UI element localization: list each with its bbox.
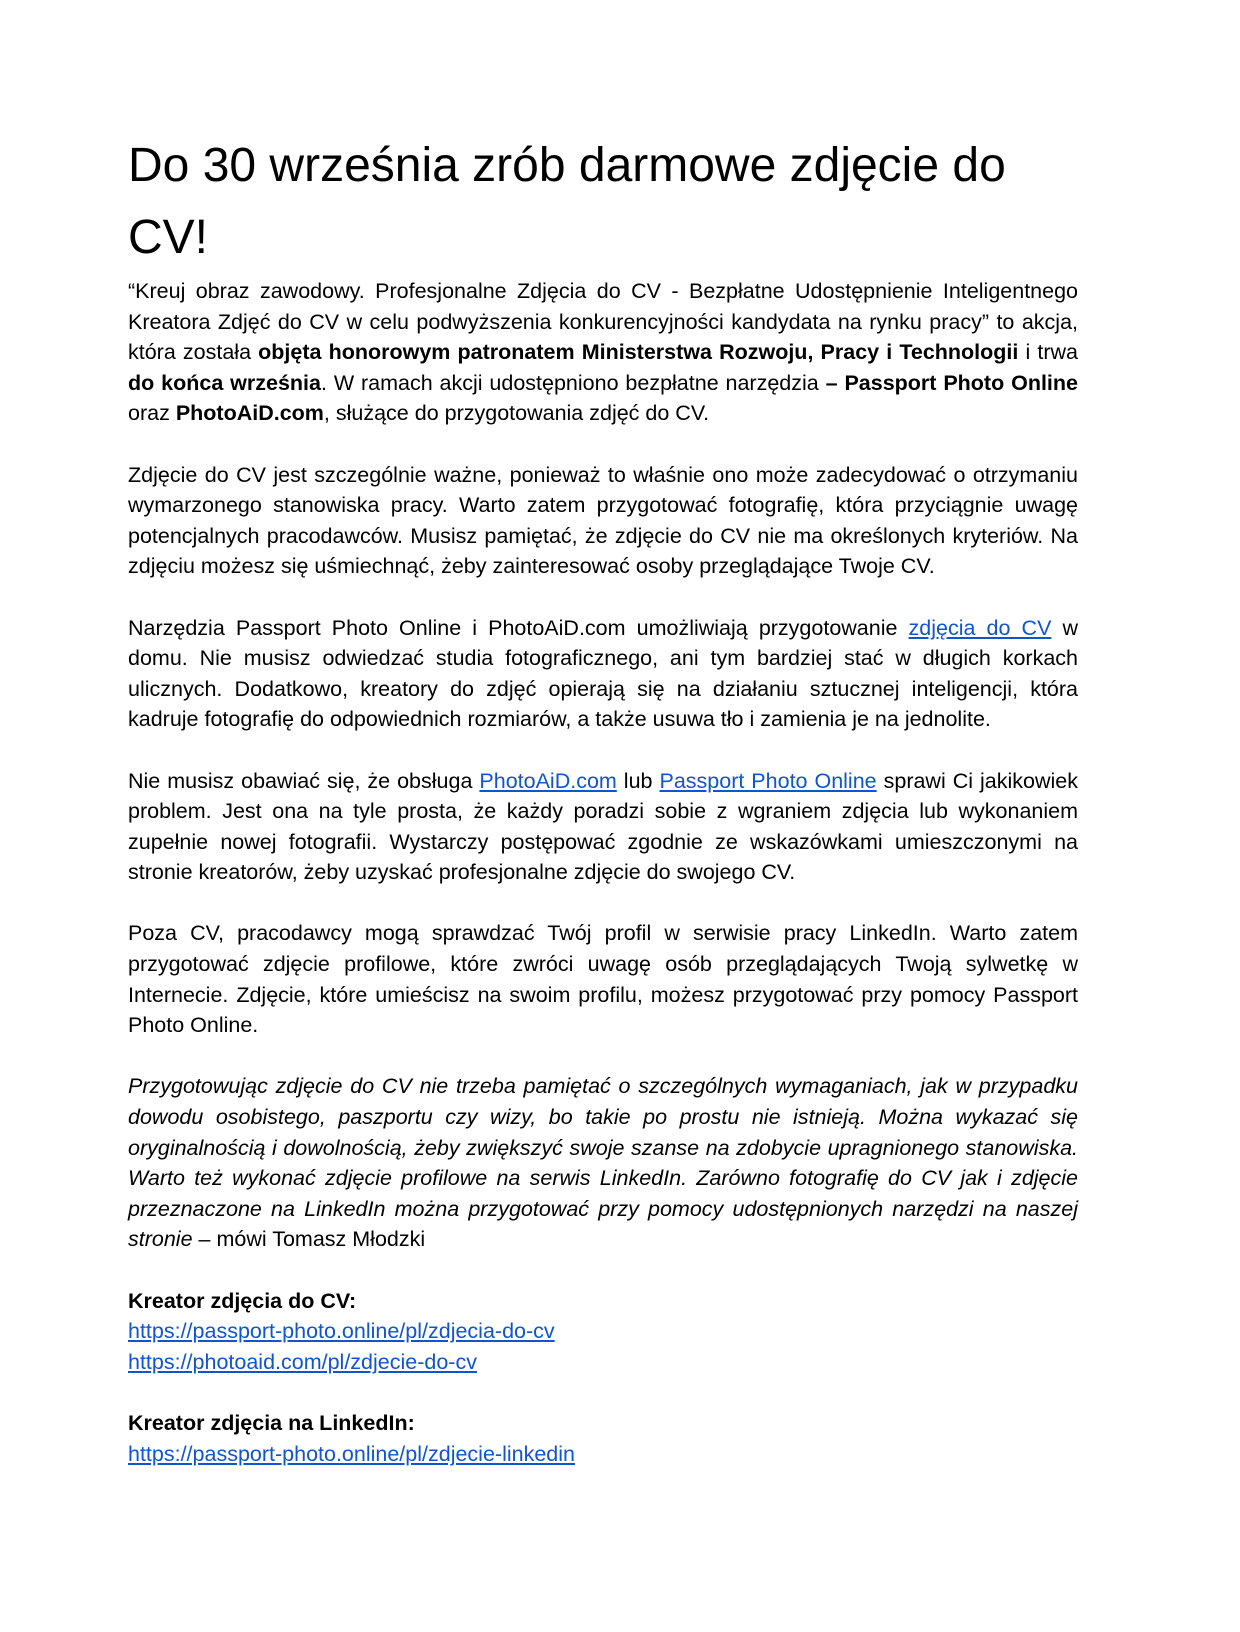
paragraph-ease	[128, 766, 1078, 888]
intro-bold-deadline: do końca września	[128, 370, 321, 395]
paragraph-tools	[128, 613, 1078, 735]
link-line-linkedin-1	[128, 1439, 1078, 1470]
tools-text-2: w domu. Nie musisz odwiedzać studia fotograficznego, ani tym bardziej stać w długich korkach ulicznych. Dodatkowo, kreatory do zdjęć opierają się na działaniu sztucznej inteligencji, która kadruje fotografię do odpowiednich rozmiarów, a także usuwa tło i zamienia je na jednolite.	[128, 615, 1079, 732]
ease-text-2: lub	[616, 768, 660, 793]
intro-bold-patronage: objęta honorowym patronatem Ministerstwa Rozwoju, Pracy i Technologii	[258, 340, 1019, 365]
paragraph-importance: Zdjęcie do CV jest szczególnie ważne, ponieważ to właśnie ono może zadecydować o otrzymaniu wymarzonego stanowiska pracy. Warto zatem przygotować fotografię, która przyciągnie uwagę potencjalnych pracodawców. Musisz pamiętać, że zdjęcie do CV nie ma określonych kryteriów. Na zdjęciu możesz się uśmiechnąć, żeby zainteresować osoby przeglądające Twoje CV.	[128, 462, 1078, 579]
paragraph-quote	[128, 1071, 1078, 1255]
heading-cv-creator: Kreator zdjęcia do CV:	[128, 1288, 357, 1313]
link-passport-photo-online[interactable]: Passport Photo Online	[659, 768, 877, 793]
document-page	[128, 130, 1078, 1469]
url-link-photoaid-cv[interactable]: https://photoaid.com/pl/zdjecie-do-cv	[128, 1349, 477, 1374]
quote-text: Przygotowując zdjęcie do CV nie trzeba pamiętać o szczególnych wymaganiach, jak w przypadku dowodu osobistego, paszportu czy wizy, bo takie po prostu nie istnieją. Można wykazać się oryginalnością i dowolnością, żeby zwiększyć swoje szanse na zdobycie upragnionego stanowiska. Warto też wykonać zdjęcie profilowe na serwis LinkedIn. Zarówno fotografię do CV jak i zdjęcie przeznaczone na LinkedIn można przygotować przy pomocy udostępnionych narzędzi na naszej stronie	[128, 1074, 1078, 1252]
intro-text-5: , służące do przygotowania zdjęć do CV.	[323, 401, 710, 426]
intro-text-4: oraz	[128, 401, 176, 426]
intro-text-2: i trwa	[1018, 340, 1078, 365]
ease-text-1: Nie musisz obawiać się, że obsługa	[128, 768, 480, 793]
document-title: Do 30 września zrób darmowe zdjęcie do CV!	[128, 139, 1006, 264]
heading-linkedin-creator: Kreator zdjęcia na LinkedIn:	[128, 1410, 415, 1435]
intro-text-3: . W ramach akcji udostępniono bezpłatne narzędzia	[320, 370, 826, 395]
link-zdjecia-do-cv[interactable]: zdjęcia do CV	[908, 615, 1052, 640]
tools-text-1: Narzędzia Passport Photo Online i PhotoAiD.com umożliwiają przygotowanie	[128, 615, 909, 640]
spacer	[128, 1377, 1078, 1408]
quote-attribution: – mówi Tomasz Młodzki	[192, 1227, 426, 1252]
url-link-passport-photo-cv[interactable]: https://passport-photo.online/pl/zdjecia-do-cv	[128, 1319, 555, 1344]
link-line-cv-1	[128, 1316, 1078, 1347]
intro-bold-passport-photo: – Passport Photo Online	[825, 370, 1078, 395]
link-line-cv-2	[128, 1347, 1078, 1378]
intro-bold-photoaid: PhotoAiD.com	[175, 401, 324, 426]
intro-text-1: “Kreuj obraz zawodowy. Profesjonalne Zdjęcia do CV - Bezpłatne Udostępnienie Inteligentnego Kreatora Zdjęć do CV w celu podwyższenia konkurencyjności kandydata na rynku pracy” to akcja, która została	[128, 279, 1078, 365]
paragraph-linkedin: Poza CV, pracodawcy mogą sprawdzać Twój profil w serwisie pracy LinkedIn. Warto zatem przygotować zdjęcie profilowe, które zwróci uwagę osób przeglądających Twoją sylwetkę w Internecie. Zdjęcie, które umieścisz na swoim profilu, możesz przygotować przy pomocy Passport Photo Online.	[128, 921, 1078, 1038]
ease-text-3: sprawi Ci jakikowiek problem. Jest ona na tyle prosta, że każdy poradzi sobie z wgraniem zdjęcia lub wykonaniem zupełnie nowej fotografii. Wystarczy postępować zgodnie ze wskazówkami umieszczonymi na stronie kreatorów, żeby uzyskać profesjonalne zdjęcie do swojego CV.	[128, 768, 1078, 885]
link-photoaid[interactable]: PhotoAiD.com	[479, 768, 617, 793]
paragraph-intro	[128, 276, 1078, 429]
url-link-passport-photo-linkedin[interactable]: https://passport-photo.online/pl/zdjecie-linkedin	[128, 1441, 575, 1466]
